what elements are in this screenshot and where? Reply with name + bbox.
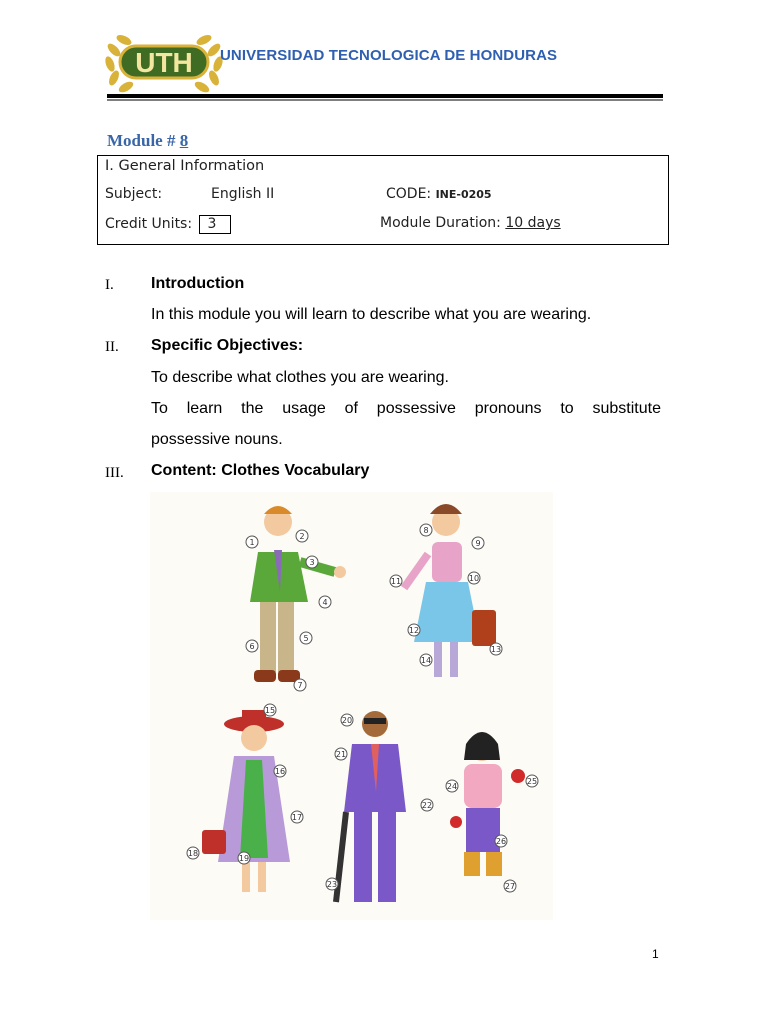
- svg-text:1: 1: [249, 538, 255, 547]
- vocab-number-label: [421, 799, 433, 811]
- module-duration-value: 10 days: [505, 215, 561, 231]
- vocab-number-label: [246, 536, 258, 548]
- vocab-number-label: [246, 640, 258, 652]
- section-title-objectives: Specific Objectives:: [151, 337, 304, 354]
- svg-text:23: 23: [326, 880, 338, 889]
- section-title-content: Content: Clothes Vocabulary: [151, 462, 370, 479]
- vocab-number-label: [341, 714, 353, 726]
- woman-purple-coat-figure: [202, 710, 290, 892]
- general-info-heading: I. General Information: [105, 158, 265, 174]
- svg-text:3: 3: [309, 558, 315, 567]
- introduction-text: In this module you will learn to describe what you are wearing.: [151, 306, 592, 323]
- vocab-number-label: [408, 624, 420, 636]
- vocab-number-label: [319, 596, 331, 608]
- vocab-number-label: [335, 748, 347, 760]
- objective-text: To learn the usage of possessive pronouns to substitute: [151, 400, 661, 417]
- woman-suitcase-figure: [404, 504, 496, 677]
- module-duration-label: Module Duration:: [380, 215, 506, 231]
- header-rule-shadow: [107, 99, 663, 101]
- vocab-number-label: [446, 780, 458, 792]
- vocab-number-label: [306, 556, 318, 568]
- vocab-number-label: [390, 575, 402, 587]
- section-title-introduction: Introduction: [151, 275, 245, 292]
- section-numeral: III.: [105, 465, 124, 481]
- credit-units-label: Credit Units:: [105, 216, 197, 232]
- svg-text:19: 19: [238, 854, 250, 863]
- girl-pink-sweater-figure: [450, 732, 525, 876]
- vocab-number-label: [495, 835, 507, 847]
- svg-text:17: 17: [291, 813, 303, 822]
- objective-text: To describe what clothes you are wearing.: [151, 369, 449, 386]
- svg-text:12: 12: [408, 626, 420, 635]
- code-label: CODE:: [386, 186, 436, 202]
- header-rule: [107, 94, 663, 98]
- svg-text:4: 4: [322, 598, 328, 607]
- vocab-number-label: [468, 572, 480, 584]
- svg-text:14: 14: [420, 656, 432, 665]
- logo-text: UTH: [135, 47, 193, 78]
- vocab-number-label: [187, 847, 199, 859]
- vocab-number-label: [264, 704, 276, 716]
- svg-text:22: 22: [421, 801, 433, 810]
- vocab-number-label: [420, 654, 432, 666]
- code-value: INE-0205: [435, 188, 492, 201]
- page-number: 1: [652, 947, 659, 961]
- svg-text:25: 25: [526, 777, 538, 786]
- module-duration-field: [380, 215, 561, 231]
- svg-text:15: 15: [264, 706, 276, 715]
- svg-text:11: 11: [390, 577, 402, 586]
- man-purple-suit-figure: [336, 711, 406, 902]
- subject-label: Subject:: [105, 186, 163, 202]
- vocab-number-label: [420, 524, 432, 536]
- vocab-number-label: [472, 537, 484, 549]
- vocab-number-label: [296, 530, 308, 542]
- code-field: [386, 186, 492, 202]
- svg-text:5: 5: [303, 634, 309, 643]
- vocab-number-label: [526, 775, 538, 787]
- svg-text:6: 6: [249, 642, 255, 651]
- svg-text:16: 16: [274, 767, 286, 776]
- credit-units-value: 3: [199, 215, 232, 234]
- vocab-number-label: [490, 643, 502, 655]
- svg-text:18: 18: [187, 849, 199, 858]
- svg-text:21: 21: [335, 750, 347, 759]
- module-number: 8: [179, 131, 189, 150]
- section-numeral: I.: [105, 277, 114, 293]
- vocab-number-label: [274, 765, 286, 777]
- module-label: Module #: [107, 131, 180, 150]
- vocab-number-label: [326, 878, 338, 890]
- clothes-vocabulary-illustration: [150, 492, 553, 920]
- vocab-number-label: [238, 852, 250, 864]
- vocab-number-label: [504, 880, 516, 892]
- svg-text:2: 2: [299, 532, 305, 541]
- section-numeral: II.: [105, 339, 119, 355]
- university-name: UNIVERSIDAD TECNOLOGICA DE HONDURAS: [220, 47, 558, 64]
- objective-text: possessive nouns.: [151, 431, 283, 448]
- svg-text:13: 13: [490, 645, 502, 654]
- module-heading: [107, 131, 188, 151]
- credit-units-field: [105, 215, 231, 234]
- vocab-number-label: [294, 679, 306, 691]
- svg-text:10: 10: [468, 574, 480, 583]
- svg-text:26: 26: [495, 837, 507, 846]
- university-logo: [100, 30, 228, 94]
- subject-value: English II: [211, 186, 275, 202]
- svg-text:9: 9: [475, 539, 481, 548]
- svg-text:27: 27: [504, 882, 516, 891]
- vocab-number-label: [300, 632, 312, 644]
- svg-text:7: 7: [297, 681, 303, 690]
- vocab-number-label: [291, 811, 303, 823]
- svg-text:24: 24: [446, 782, 458, 791]
- svg-text:8: 8: [423, 526, 429, 535]
- svg-text:20: 20: [341, 716, 353, 725]
